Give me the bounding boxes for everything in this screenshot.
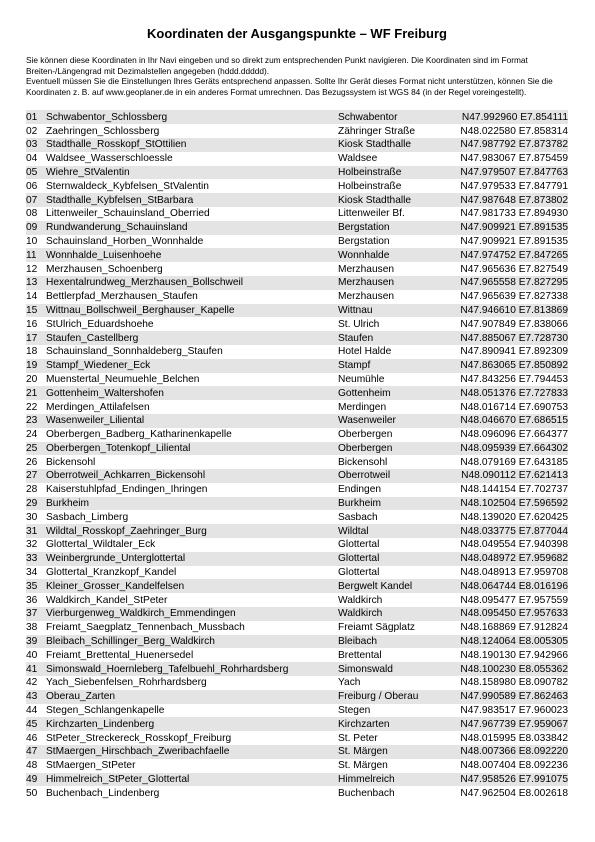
coordinates: N47.946610 E7.813869 bbox=[444, 304, 568, 318]
row-number: 49 bbox=[26, 773, 46, 787]
coordinates: N47.983517 E7.960023 bbox=[460, 705, 568, 717]
table-row bbox=[26, 304, 568, 318]
start-place: Glottertal bbox=[338, 567, 380, 579]
coordinates: N47.907849 E7.838066 bbox=[460, 318, 568, 330]
start-place: Freiamt Sägplatz bbox=[338, 622, 416, 634]
row-number: 18 bbox=[26, 346, 38, 358]
route-name: Hexentalrundweg_Merzhausen_Bollschweil bbox=[46, 276, 338, 290]
route-name: Merdingen_Attilafelsen bbox=[46, 401, 150, 413]
route-name: StPeter_Streckereck_Rosskopf_Freiburg bbox=[46, 732, 232, 744]
route-name: Oberrotweil_Achkarren_Bickensohl bbox=[46, 469, 338, 483]
start-place: Littenweiler Bf. bbox=[338, 208, 405, 220]
table-row bbox=[26, 317, 568, 331]
table-row bbox=[26, 773, 568, 787]
start-place: Oberbergen bbox=[338, 442, 444, 456]
start-place: Holbeinstraße bbox=[338, 180, 402, 192]
start-place: Neumühle bbox=[338, 373, 385, 385]
start-place: Gottenheim bbox=[338, 386, 444, 400]
start-place: Waldsee bbox=[338, 153, 378, 165]
table-row bbox=[26, 593, 568, 607]
table-row bbox=[26, 607, 568, 621]
route-name: Burkheim bbox=[46, 497, 338, 511]
row-number: 50 bbox=[26, 787, 38, 799]
intro-paragraph-1: Sie können diese Koordinaten in Ihr Navi eingeben und so direkt zum entsprechenden Punkt navigieren. Die Koordinaten sind im Format Breiten-/Längengrad mit Dezimalstellen angegeben (hddd.ddddd). bbox=[26, 55, 528, 76]
table-row bbox=[26, 510, 568, 524]
row-number: 46 bbox=[26, 732, 38, 744]
start-place: Bickensohl bbox=[338, 456, 388, 468]
start-place: Wonnhalde bbox=[338, 248, 444, 262]
start-place: Endingen bbox=[338, 484, 382, 496]
route-name: Merzhausen_Schoenberg bbox=[46, 263, 163, 275]
route-name: Yach_Siebenfelsen_Rohrhardsberg bbox=[46, 677, 207, 689]
table-row bbox=[26, 290, 568, 304]
coordinates: N47.885067 E7.728730 bbox=[444, 331, 568, 345]
route-name: Simonswald_Hoernleberg_Tafelbuehl_Rohrhardsberg bbox=[46, 662, 338, 676]
row-number: 03 bbox=[26, 138, 46, 152]
coordinates-table-body bbox=[26, 110, 568, 800]
route-name: Bickensohl bbox=[46, 456, 96, 468]
route-name: Sternwaldeck_Kybfelsen_StValentin bbox=[46, 180, 209, 192]
route-name: Wiehre_StValentin bbox=[46, 166, 338, 180]
table-row bbox=[26, 207, 568, 221]
start-place: Yach bbox=[338, 677, 361, 689]
route-name: Kleiner_Grosser_Kandelfelsen bbox=[46, 579, 338, 593]
row-number: 04 bbox=[26, 153, 38, 165]
coordinates: N48.144154 E7.702737 bbox=[460, 484, 568, 496]
row-number: 13 bbox=[26, 276, 46, 290]
route-name: Sasbach_Limberg bbox=[46, 511, 129, 523]
route-name: Wildtal_Rosskopf_Zaehringer_Burg bbox=[46, 524, 338, 538]
start-place: Sasbach bbox=[338, 511, 378, 523]
start-place: Glottertal bbox=[338, 552, 444, 566]
coordinates: N47.979507 E7.847763 bbox=[444, 166, 568, 180]
table-row bbox=[26, 717, 568, 731]
coordinates: N47.967739 E7.959067 bbox=[444, 717, 568, 731]
route-name: Bettlerpfad_Merzhausen_Staufen bbox=[46, 291, 198, 303]
start-place: Bleibach bbox=[338, 635, 444, 649]
coordinates: N48.095450 E7.957633 bbox=[444, 607, 568, 621]
table-row bbox=[26, 428, 568, 442]
route-name: Wittnau_Bollschweil_Berghauser_Kapelle bbox=[46, 304, 338, 318]
coordinates: N47.965558 E7.827295 bbox=[444, 276, 568, 290]
coordinates: N48.046670 E7.686515 bbox=[444, 414, 568, 428]
table-row bbox=[26, 414, 568, 428]
table-row bbox=[26, 331, 568, 345]
route-name: Oberau_Zarten bbox=[46, 690, 338, 704]
row-number: 17 bbox=[26, 331, 46, 345]
table-row bbox=[26, 538, 568, 552]
intro-paragraph-2: Eventuell müssen Sie die Einstellungen Ihres Geräts entsprechend anpassen. Sollte Ihr Gerät dieses Format nicht unterstützen, können Sie die Koordinaten z. B. auf www.geoplaner.de in ein anderes Format umrechnen. Das Bezugssystem ist WGS 84 (in der Regel voreingestellt). bbox=[26, 76, 553, 97]
start-place: St. Märgen bbox=[338, 745, 444, 759]
table-row bbox=[26, 648, 568, 662]
coordinates: N47.909921 E7.891535 bbox=[460, 235, 568, 247]
route-name: Waldkirch_Kandel_StPeter bbox=[46, 594, 168, 606]
coordinates: N48.079169 E7.643185 bbox=[460, 456, 568, 468]
start-place: Stampf bbox=[338, 359, 444, 373]
route-name: Stegen_Schlangenkapelle bbox=[46, 705, 165, 717]
coordinates: N48.096096 E7.664377 bbox=[460, 429, 568, 441]
row-number: 40 bbox=[26, 649, 38, 661]
table-row bbox=[26, 124, 568, 138]
start-place: Wildtal bbox=[338, 524, 444, 538]
coordinates: N48.168869 E7.912824 bbox=[460, 622, 568, 634]
table-row bbox=[26, 524, 568, 538]
table-row bbox=[26, 235, 568, 249]
row-number: 06 bbox=[26, 180, 38, 192]
start-place: Staufen bbox=[338, 331, 444, 345]
row-number: 23 bbox=[26, 414, 46, 428]
table-row bbox=[26, 276, 568, 290]
route-name: Kaiserstuhlpfad_Endingen_Ihringen bbox=[46, 484, 208, 496]
table-row bbox=[26, 455, 568, 469]
route-name: Bleibach_Schillinger_Berg_Waldkirch bbox=[46, 635, 338, 649]
route-name: Schwabentor_Schlossberg bbox=[46, 110, 338, 124]
route-name: Littenweiler_Schauinsland_Oberried bbox=[46, 208, 210, 220]
coordinates: N48.033775 E7.877044 bbox=[444, 524, 568, 538]
route-name: Schauinsland_Sonnhaldeberg_Staufen bbox=[46, 346, 223, 358]
row-number: 41 bbox=[26, 662, 46, 676]
coordinates: N47.965639 E7.827338 bbox=[460, 291, 568, 303]
start-place: Merzhausen bbox=[338, 263, 395, 275]
table-row bbox=[26, 566, 568, 580]
coordinates: N47.990589 E7.862463 bbox=[444, 690, 568, 704]
table-row bbox=[26, 483, 568, 497]
table-row bbox=[26, 221, 568, 235]
coordinates: N48.095477 E7.957559 bbox=[460, 594, 568, 606]
coordinates: N47.981733 E7.894930 bbox=[460, 208, 568, 220]
coordinates: N48.007366 E8.092220 bbox=[444, 745, 568, 759]
start-place: Wittnau bbox=[338, 304, 444, 318]
start-place: Kiosk Stadthalle bbox=[338, 193, 444, 207]
row-number: 21 bbox=[26, 386, 46, 400]
table-row bbox=[26, 469, 568, 483]
row-number: 12 bbox=[26, 263, 38, 275]
row-number: 35 bbox=[26, 579, 46, 593]
route-name: Stadthalle_Kybfelsen_StBarbara bbox=[46, 193, 338, 207]
row-number: 44 bbox=[26, 705, 38, 717]
table-row bbox=[26, 635, 568, 649]
coordinates: N48.158980 E8.090782 bbox=[460, 677, 568, 689]
table-row bbox=[26, 262, 568, 276]
table-row bbox=[26, 621, 568, 635]
row-number: 22 bbox=[26, 401, 38, 413]
route-name: Kirchzarten_Lindenberg bbox=[46, 717, 338, 731]
start-place: Brettental bbox=[338, 649, 382, 661]
row-number: 09 bbox=[26, 221, 46, 235]
row-number: 02 bbox=[26, 125, 38, 137]
coordinates: N48.190130 E7.942966 bbox=[460, 649, 568, 661]
coordinates: N48.102504 E7.596592 bbox=[444, 497, 568, 511]
table-row bbox=[26, 759, 568, 773]
route-name: Himmelreich_StPeter_Glottertal bbox=[46, 773, 338, 787]
table-row bbox=[26, 552, 568, 566]
row-number: 29 bbox=[26, 497, 46, 511]
coordinates: N47.987648 E7.873802 bbox=[444, 193, 568, 207]
table-row bbox=[26, 110, 568, 124]
coordinates: N47.992960 E7.854111 bbox=[444, 110, 568, 124]
start-place: Oberrotweil bbox=[338, 469, 444, 483]
table-row bbox=[26, 152, 568, 166]
row-number: 07 bbox=[26, 193, 46, 207]
coordinates: N47.983067 E7.875459 bbox=[460, 153, 568, 165]
route-name: Rundwanderung_Schauinsland bbox=[46, 221, 338, 235]
route-name: StMaergen_Hirschbach_Zweribachfaelle bbox=[46, 745, 338, 759]
coordinates: N47.890941 E7.892309 bbox=[460, 346, 568, 358]
table-row bbox=[26, 662, 568, 676]
table-row bbox=[26, 442, 568, 456]
page-title: Koordinaten der Ausgangspunkte – WF Freiburg bbox=[147, 26, 447, 41]
row-number: 39 bbox=[26, 635, 46, 649]
row-number: 32 bbox=[26, 539, 38, 551]
row-number: 10 bbox=[26, 235, 38, 247]
table-row bbox=[26, 745, 568, 759]
table-row bbox=[26, 704, 568, 718]
start-place: Burkheim bbox=[338, 497, 444, 511]
route-name: Buchenbach_Lindenberg bbox=[46, 787, 160, 799]
coordinates: N48.124064 E8.005305 bbox=[444, 635, 568, 649]
intro-text bbox=[26, 55, 568, 97]
start-place: Kirchzarten bbox=[338, 717, 444, 731]
coordinates: N48.048972 E7.959682 bbox=[444, 552, 568, 566]
row-number: 27 bbox=[26, 469, 46, 483]
row-number: 31 bbox=[26, 524, 46, 538]
route-name: Wonnhalde_Luisenhoehe bbox=[46, 248, 338, 262]
coordinates: N47.863065 E7.850892 bbox=[444, 359, 568, 373]
start-place: Simonswald bbox=[338, 662, 444, 676]
route-name: Muenstertal_Neumuehle_Belchen bbox=[46, 373, 200, 385]
row-number: 34 bbox=[26, 567, 38, 579]
row-number: 38 bbox=[26, 622, 38, 634]
coordinates: N48.022580 E7.858314 bbox=[460, 125, 568, 137]
start-place: Waldkirch bbox=[338, 594, 383, 606]
route-name: Vierburgenweg_Waldkirch_Emmendingen bbox=[46, 607, 338, 621]
start-place: Wasenweiler bbox=[338, 414, 444, 428]
route-name: Oberbergen_Totenkopf_Liliental bbox=[46, 442, 338, 456]
coordinates: N47.958526 E7.991075 bbox=[444, 773, 568, 787]
table-row bbox=[26, 786, 568, 800]
row-number: 16 bbox=[26, 318, 38, 330]
table-row bbox=[26, 345, 568, 359]
coordinates: N48.090112 E7.621413 bbox=[444, 469, 568, 483]
start-place: St. Ulrich bbox=[338, 318, 380, 330]
coordinates: N48.051376 E7.727833 bbox=[444, 386, 568, 400]
start-place: St. Peter bbox=[338, 732, 378, 744]
route-name: Zaehringen_Schlossberg bbox=[46, 125, 160, 137]
start-place: Glottertal bbox=[338, 539, 380, 551]
row-number: 37 bbox=[26, 607, 46, 621]
table-row bbox=[26, 179, 568, 193]
start-place: Merzhausen bbox=[338, 291, 395, 303]
start-place: Bergstation bbox=[338, 235, 390, 247]
row-number: 25 bbox=[26, 442, 46, 456]
route-name: Oberbergen_Badberg_Katharinenkapelle bbox=[46, 429, 232, 441]
route-name: Stadthalle_Rosskopf_StOttilien bbox=[46, 138, 338, 152]
start-place: Himmelreich bbox=[338, 773, 444, 787]
row-number: 43 bbox=[26, 690, 46, 704]
start-place: Bergstation bbox=[338, 221, 444, 235]
start-place: Waldkirch bbox=[338, 607, 444, 621]
row-number: 14 bbox=[26, 291, 38, 303]
row-number: 01 bbox=[26, 110, 46, 124]
coordinates: N48.015995 E8.033842 bbox=[460, 732, 568, 744]
start-place: Zähringer Straße bbox=[338, 125, 416, 137]
row-number: 42 bbox=[26, 677, 38, 689]
table-row bbox=[26, 193, 568, 207]
route-name: Wasenweiler_Liliental bbox=[46, 414, 338, 428]
coordinates: N48.064744 E8.016196 bbox=[444, 579, 568, 593]
route-name: Staufen_Castellberg bbox=[46, 331, 338, 345]
row-number: 15 bbox=[26, 304, 46, 318]
start-place: Merdingen bbox=[338, 401, 387, 413]
table-row bbox=[26, 676, 568, 690]
route-name: Schauinsland_Horben_Wonnhalde bbox=[46, 235, 204, 247]
route-name: Stampf_Wiedener_Eck bbox=[46, 359, 338, 373]
route-name: Gottenheim_Waltershofen bbox=[46, 386, 338, 400]
start-place: Holbeinstraße bbox=[338, 166, 444, 180]
row-number: 19 bbox=[26, 359, 46, 373]
coordinates: N48.007404 E8.092236 bbox=[460, 760, 568, 772]
start-place: Kiosk Stadthalle bbox=[338, 138, 444, 152]
coordinates: N48.139020 E7.620425 bbox=[460, 511, 568, 523]
start-place: Schwabentor bbox=[338, 110, 444, 124]
row-number: 33 bbox=[26, 552, 46, 566]
table-row bbox=[26, 400, 568, 414]
row-number: 36 bbox=[26, 594, 38, 606]
table-row bbox=[26, 386, 568, 400]
coordinates: N47.979533 E7.847791 bbox=[460, 180, 568, 192]
start-place: Oberbergen bbox=[338, 429, 393, 441]
table-row bbox=[26, 690, 568, 704]
table-row bbox=[26, 138, 568, 152]
row-number: 24 bbox=[26, 429, 38, 441]
coordinates: N47.909921 E7.891535 bbox=[444, 221, 568, 235]
row-number: 28 bbox=[26, 484, 38, 496]
coordinates: N48.049554 E7.940398 bbox=[460, 539, 568, 551]
coordinates-table bbox=[26, 110, 568, 800]
table-row bbox=[26, 373, 568, 387]
table-row bbox=[26, 579, 568, 593]
route-name: StMaergen_StPeter bbox=[46, 760, 136, 772]
route-name: Freiamt_Brettental_Huenersedel bbox=[46, 649, 194, 661]
route-name: Waldsee_Wasserschloessle bbox=[46, 153, 173, 165]
route-name: Glottertal_Wildtaler_Eck bbox=[46, 539, 156, 551]
route-name: Freiamt_Saegplatz_Tennenbach_Mussbach bbox=[46, 622, 245, 634]
coordinates: N47.974752 E7.847265 bbox=[444, 248, 568, 262]
row-number: 26 bbox=[26, 456, 38, 468]
table-row bbox=[26, 731, 568, 745]
route-name: Weinbergrunde_Unterglottertal bbox=[46, 552, 338, 566]
table-row bbox=[26, 497, 568, 511]
coordinates: N47.987792 E7.873782 bbox=[444, 138, 568, 152]
table-row bbox=[26, 166, 568, 180]
start-place: Merzhausen bbox=[338, 276, 444, 290]
row-number: 47 bbox=[26, 745, 46, 759]
route-name: StUlrich_Eduardshoehe bbox=[46, 318, 154, 330]
coordinates: N47.965636 E7.827549 bbox=[460, 263, 568, 275]
coordinates: N47.962504 E8.002618 bbox=[460, 787, 568, 799]
start-place: Freiburg / Oberau bbox=[338, 690, 444, 704]
coordinates: N48.048913 E7.959708 bbox=[460, 567, 568, 579]
coordinates: N48.016714 E7.690753 bbox=[460, 401, 568, 413]
coordinates: N48.095939 E7.664302 bbox=[444, 442, 568, 456]
row-number: 48 bbox=[26, 760, 38, 772]
coordinates: N47.843256 E7.794453 bbox=[460, 373, 568, 385]
row-number: 11 bbox=[26, 248, 46, 262]
start-place: Buchenbach bbox=[338, 787, 395, 799]
coordinates: N48.100230 E8.055362 bbox=[444, 662, 568, 676]
row-number: 05 bbox=[26, 166, 46, 180]
start-place: Stegen bbox=[338, 705, 371, 717]
row-number: 20 bbox=[26, 373, 38, 385]
row-number: 45 bbox=[26, 717, 46, 731]
start-place: St. Märgen bbox=[338, 760, 388, 772]
row-number: 08 bbox=[26, 208, 38, 220]
start-place: Hotel Halde bbox=[338, 346, 392, 358]
route-name: Glottertal_Kranzkopf_Kandel bbox=[46, 567, 177, 579]
table-row bbox=[26, 359, 568, 373]
row-number: 30 bbox=[26, 511, 38, 523]
table-row bbox=[26, 248, 568, 262]
document-page bbox=[26, 26, 568, 800]
start-place: Bergwelt Kandel bbox=[338, 579, 444, 593]
